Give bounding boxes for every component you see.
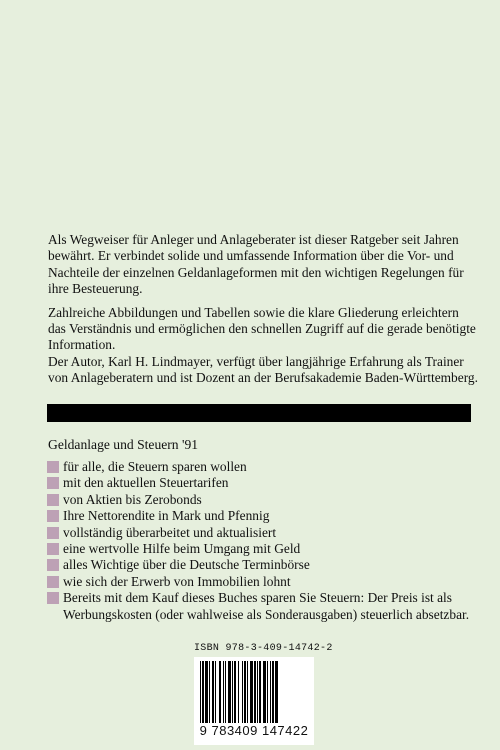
intro-paragraph-2: Zahlreiche Abbildungen und Tabellen sowie die klare Gliederung erleichtern das Verständnis und ermöglichen den schnellen Zugriff auf die gerade benötigte Information. — [48, 304, 476, 353]
intro-paragraph-1: Als Wegweiser für Anleger und Anlageberater ist dieser Ratgeber seit Jahren bewährt. Er verbindet solide und umfassende Information über die Vor- und Nachteile der einzelnen Geldanlageformen mit den wichtigen Regelungen für ihre Besteuerung. — [48, 232, 464, 297]
square-bullet-icon — [47, 494, 59, 506]
intro-paragraph-3: Der Autor, Karl H. Lindmayer, verfügt über langjährige Erfahrung als Trainer von Anlageberatern und ist Dozent an der Berufsakademie Baden-Württemberg. — [48, 353, 478, 386]
square-bullet-icon — [47, 576, 59, 588]
intro-text — [48, 232, 478, 387]
barcode — [194, 657, 314, 745]
list-item: eine wertvolle Hilfe beim Umgang mit Geld — [47, 541, 477, 557]
list-item: von Aktien bis Zerobonds — [47, 492, 477, 508]
square-bullet-icon — [47, 461, 59, 473]
barcode-bars-icon — [200, 661, 308, 725]
square-bullet-icon — [47, 477, 59, 489]
barcode-digits: 9 783409 147422 — [194, 723, 314, 738]
list-item: vollständig überarbeitet und aktualisiert — [47, 525, 477, 541]
square-bullet-icon — [47, 592, 59, 604]
square-bullet-icon — [47, 510, 59, 522]
list-item: wie sich der Erwerb von Immobilien lohnt — [47, 574, 477, 590]
section-heading: Geldanlage und Steuern '91 — [48, 437, 199, 452]
list-item: für alle, die Steuern sparen wollen — [47, 459, 477, 475]
black-divider-bar — [47, 404, 471, 422]
list-item: Bereits mit dem Kauf dieses Buches sparen Sie Steuern: Der Preis ist als Werbungskosten (oder wahlweise als Sonderausgaben) steuerlich absetzbar. — [47, 590, 477, 623]
list-item: Ihre Nettorendite in Mark und Pfennig — [47, 508, 477, 524]
square-bullet-icon — [47, 527, 59, 539]
square-bullet-icon — [47, 543, 59, 555]
isbn-number: ISBN 978-3-409-14742-2 — [194, 643, 333, 654]
list-item: alles Wichtige über die Deutsche Terminbörse — [47, 557, 477, 573]
barcode-block — [194, 643, 333, 745]
square-bullet-icon — [47, 559, 59, 571]
feature-list — [47, 459, 477, 623]
list-item: mit den aktuellen Steuertarifen — [47, 475, 477, 491]
